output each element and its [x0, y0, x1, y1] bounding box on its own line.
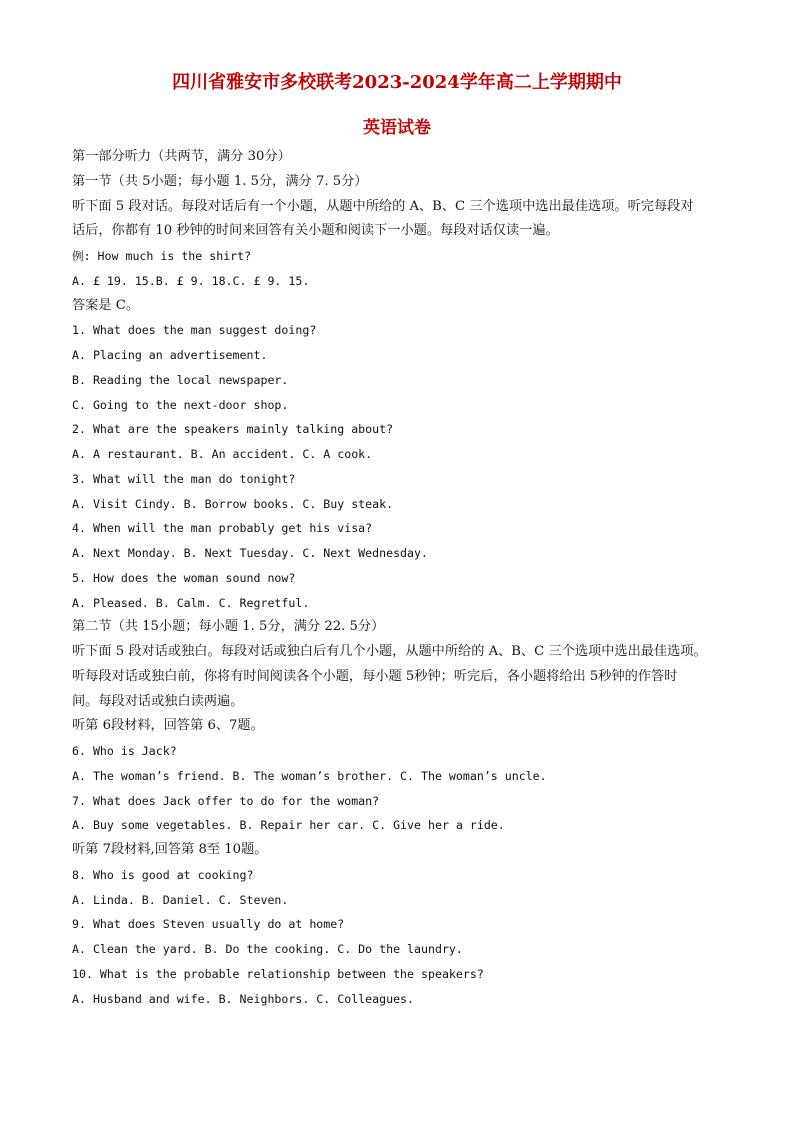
- text-line: A. £ 19. 15.B. £ 9. 18.C. £ 9. 15.: [72, 273, 310, 288]
- text-line: 8. Who is good at cooking?: [72, 867, 254, 882]
- text-line: 第一部分听力（共两节，满分 30分）: [72, 149, 291, 164]
- exam-subtitle: 英语试卷: [363, 118, 431, 138]
- text-line: A. The woman’s friend. B. The woman’s brother. C. The woman’s uncle.: [72, 768, 547, 783]
- text-line: C. Going to the next-door shop.: [72, 397, 289, 412]
- text-line: A. Buy some vegetables. B. Repair her car. C. Give her a ride.: [72, 818, 505, 833]
- text-line: A. Placing an advertisement.: [72, 348, 268, 362]
- text-line: 2. What are the speakers mainly talking about?: [72, 422, 394, 437]
- exam-content: [72, 145, 724, 1011]
- text-line: 6. Who is Jack?: [72, 744, 177, 758]
- text-line: 第一节（共 5小题；每小题 1. 5分，满分 7. 5分）: [72, 173, 368, 189]
- text-line: 3. What will the man do tonight?: [72, 471, 296, 486]
- text-line: 听下面 5 段对话。每段对话后有一个小题，从题中所给的 A、B、C 三个选项中选出最佳选项。听完每段对: [72, 198, 694, 214]
- text-line: 话后，你都有 10 秒钟的时间来回答有关小题和阅读下一小题。每段对话仅读一遍。: [72, 223, 559, 239]
- text-line: A. Pleased. B. Calm. C. Regretful.: [72, 595, 310, 610]
- text-line: 答案是 C。: [72, 297, 140, 313]
- text-line: 5. How does the woman sound now?: [72, 570, 296, 585]
- exam-title: 四川省雅安市多校联考2023-2024学年高二上学期期中: [172, 72, 622, 93]
- text-line: 听第 6段材料，回答第 6、7题。: [72, 718, 264, 734]
- text-line: 第二节（共 15小题；每小题 1. 5分，满分 22. 5分）: [72, 619, 385, 635]
- text-line: A. Clean the yard. B. Do the cooking. C. Do the laundry.: [72, 942, 463, 956]
- text-line: 4. When will the man probably get his visa?: [72, 521, 373, 536]
- text-line: A. Husband and wife. B. Neighbors. C. Colleagues.: [72, 991, 415, 1006]
- text-line: 10. What is the probable relationship between the speakers?: [72, 966, 484, 981]
- text-line: B. Reading the local newspaper.: [72, 372, 289, 387]
- text-line: A. Next Monday. B. Next Tuesday. C. Next Wednesday.: [72, 546, 428, 560]
- text-line: 间。每段对话或独白读两遍。: [72, 693, 244, 709]
- text-line: 听下面 5 段对话或独白。每段对话或独白后有几个小题，从题中所给的 A、B、C 三个选项中选出最佳选项。: [72, 644, 707, 659]
- text-line: A. Visit Cindy. B. Borrow books. C. Buy steak.: [72, 496, 394, 511]
- text-line: A. Linda. B. Daniel. C. Steven.: [72, 892, 289, 907]
- text-line: A. A restaurant. B. An accident. C. A cook.: [72, 447, 373, 461]
- text-line: 9. What does Steven usually do at home?: [72, 917, 345, 932]
- text-line: 听第 7段材料,回答第 8至 10题。: [72, 842, 268, 857]
- text-line: 例: How much is the shirt?: [72, 249, 252, 263]
- text-line: 7. What does Jack offer to do for the woman?: [72, 793, 380, 808]
- text-line: 1. What does the man suggest doing?: [72, 323, 317, 338]
- text-line: 听每段对话或独白前，你将有时间阅读各个小题，每小题 5秒钟；听完后，各小题将给出 5秒钟的作答时: [72, 668, 678, 684]
